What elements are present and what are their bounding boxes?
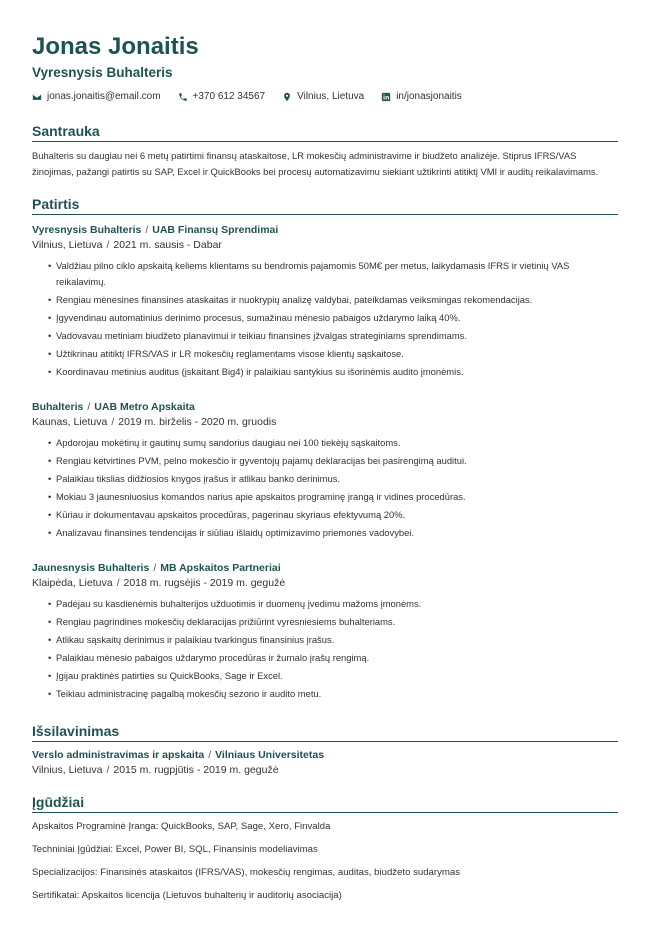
bullet-item: • Valdžiau pilno ciklo apskaitą keliems klientams su bendromis pajamomis 50M€ per metus, laikydamasis IFRS ir vietinių VAS reikalavimų.	[48, 258, 618, 290]
bullet-item: • Kūriau ir dokumentavau apskaitos procedūras, pagerinau skyriaus efektyvumą 20%.	[48, 507, 618, 523]
bullet-item: • Analizavau finansines tendencijas ir siūliau išlaidų optimizavimo priemones vadovybei.	[48, 525, 618, 541]
bullet-item: • Palaikiau mėnesio pabaigos uždarymo procedūras ir žurnalo įrašų rengimą.	[48, 650, 618, 666]
skill-item: Specializacijos: Finansinės ataskaitos (IFRS/VAS), mokesčių rengimas, auditas, biudžeto sudarymas	[32, 867, 460, 878]
bullet-item: • Rengiau mėnesines finansines ataskaitas ir nuokrypių analizę valdybai, pateikdamas veiksmingas rekomendacijas.	[48, 292, 618, 308]
job-meta: Vilnius, Lietuva / 2021 m. sausis - Dabar	[32, 239, 222, 251]
education-school: Vilniaus Universitetas	[215, 749, 325, 761]
experience-title: Patirtis	[32, 195, 618, 215]
experience-section	[32, 195, 618, 702]
bullet-item: • Teikiau administracinę pagalbą mokesčių sezono ir audito metu.	[48, 686, 618, 702]
contact-email-text: jonas.jonaitis@email.com	[47, 91, 161, 102]
job-company: MB Apskaitos Partneriai	[160, 562, 281, 574]
job-header: Jaunesnysis Buhalteris / MB Apskaitos Partneriai	[32, 562, 281, 574]
skills-title: Įgūdžiai	[32, 793, 618, 813]
job-role: Vyresnysis Buhalteris	[32, 224, 142, 236]
education-meta: Vilnius, Lietuva / 2015 m. rugpjūtis - 2019 m. gegužė	[32, 764, 279, 776]
bullet-item: • Atlikau sąskaitų derinimus ir palaikiau tvarkingus finansinius įrašus.	[48, 632, 618, 648]
job-meta: Kaunas, Lietuva / 2019 m. birželis - 2020 m. gruodis	[32, 416, 277, 428]
summary-text: Buhalteris su daugiau nei 6 metų patirtimi finansų ataskaitose, LR mokesčių administravime ir biudžeto analizėje. Stiprus IFRS/VAS žinojimas, pažangi patirtis su SAP, Excel ir QuickBooks bei procesų automatizavimu siekiant užtikrinti atitiktį VMI ir auditų reikalavimams.	[32, 150, 599, 177]
job-company: UAB Metro Apskaita	[94, 401, 195, 413]
contact-linkedin[interactable]	[381, 91, 462, 102]
job-location: Klaipėda, Lietuva	[32, 577, 113, 589]
skill-item: Sertifikatai: Apskaitos licencija (Lietuvos buhalterių ir auditorių asociacija)	[32, 890, 342, 901]
person-name: Jonas Jonaitis	[32, 33, 199, 60]
location-pin-icon	[282, 92, 292, 102]
bullet-item: • Užtikrinau atitiktį IFRS/VAS ir LR mokesčių reglamentams visose klientų sąskaitose.	[48, 346, 618, 362]
summary-section	[32, 122, 618, 180]
contact-linkedin-text: in/jonasjonaitis	[396, 91, 462, 102]
job-header: Buhalteris / UAB Metro Apskaita	[32, 401, 195, 413]
education-title: Išsilavinimas	[32, 722, 618, 742]
contact-phone[interactable]	[178, 91, 266, 102]
bullet-item: • Padėjau su kasdienėmis buhalterijos užduotimis ir duomenų įvedimu mažoms įmonėms.	[48, 596, 618, 612]
job-dates: 2021 m. sausis - Dabar	[113, 239, 222, 251]
education-degree: Verslo administravimas ir apskaita	[32, 749, 205, 761]
linkedin-icon	[381, 92, 391, 102]
job-bullets	[32, 435, 618, 541]
job-meta: Klaipėda, Lietuva / 2018 m. rugsėjis - 2019 m. gegužė	[32, 577, 286, 589]
education-header: Verslo administravimas ir apskaita / Vilniaus Universitetas	[32, 749, 325, 761]
job-dates: 2019 m. birželis - 2020 m. gruodis	[118, 416, 277, 428]
job-bullets	[32, 596, 618, 702]
education-location: Vilnius, Lietuva	[32, 764, 103, 776]
email-icon	[32, 92, 42, 102]
bullet-item: • Koordinavau metinius auditus (įskaitant Big4) ir palaikiau santykius su išorinėmis audito įmonėmis.	[48, 364, 618, 380]
skills-list	[32, 820, 618, 903]
education-section	[32, 722, 618, 778]
contact-location	[282, 91, 364, 102]
skill-item: Apskaitos Programinė Įranga: QuickBooks, SAP, Sage, Xero, Finvalda	[32, 821, 331, 832]
bullet-item: • Rengiau pagrindines mokesčių deklaracijas prižiūrint vyresniesiems buhalteriams.	[48, 614, 618, 630]
bullet-item: • Mokiau 3 jaunesniuosius komandos narius apie apskaitos programinę įrangą ir vidines procedūras.	[48, 489, 618, 505]
job-dates: 2018 m. rugsėjis - 2019 m. gegužė	[123, 577, 286, 589]
job-bullets	[32, 258, 618, 380]
summary-title: Santrauka	[32, 122, 618, 142]
contact-email[interactable]	[32, 91, 161, 102]
bullet-item: • Vadovavau metiniam biudžeto planavimui ir teikiau finansines įžvalgas strateginiams sprendimams.	[48, 328, 618, 344]
bullet-item: • Apdorojau mokėtinų ir gautinų sumų sandorius daugiau nei 100 tiekėjų sąskaitoms.	[48, 435, 618, 451]
bullet-item: • Rengiau ketvirtines PVM, pelno mokesčio ir gyventojų pajamų deklaracijas bei pasirengimą auditui.	[48, 453, 618, 469]
job-location: Vilnius, Lietuva	[32, 239, 103, 251]
job-entry	[32, 400, 618, 541]
job-company: UAB Finansų Sprendimai	[152, 224, 279, 236]
job-location: Kaunas, Lietuva	[32, 416, 108, 428]
bullet-item: • Palaikiau tikslias didžiosios knygos įrašus ir atlikau banko derinimus.	[48, 471, 618, 487]
education-dates: 2015 m. rugpjūtis - 2019 m. gegužė	[113, 764, 279, 776]
bullet-item: • Įgyvendinau automatinius derinimo procesus, sumažinau mėnesio pabaigos uždarymo laiką 40%.	[48, 310, 618, 326]
phone-icon	[178, 92, 188, 102]
skills-section	[32, 793, 618, 903]
headline: Vyresnysis Buhalteris	[32, 65, 173, 80]
education-entry	[32, 748, 618, 778]
job-role: Jaunesnysis Buhalteris	[32, 562, 150, 574]
contact-phone-text: +370 612 34567	[192, 91, 266, 102]
job-role: Buhalteris	[32, 401, 84, 413]
job-header: Vyresnysis Buhalteris / UAB Finansų Sprendimai	[32, 224, 279, 236]
skill-item: Techniniai Įgūdžiai: Excel, Power BI, SQL, Finansinis modeliavimas	[32, 844, 318, 855]
job-entry	[32, 223, 618, 380]
contact-row	[32, 91, 618, 102]
bullet-item: • Įgijau praktinės patirties su QuickBooks, Sage ir Excel.	[48, 668, 618, 684]
contact-location-text: Vilnius, Lietuva	[297, 91, 365, 102]
job-entry	[32, 561, 618, 702]
